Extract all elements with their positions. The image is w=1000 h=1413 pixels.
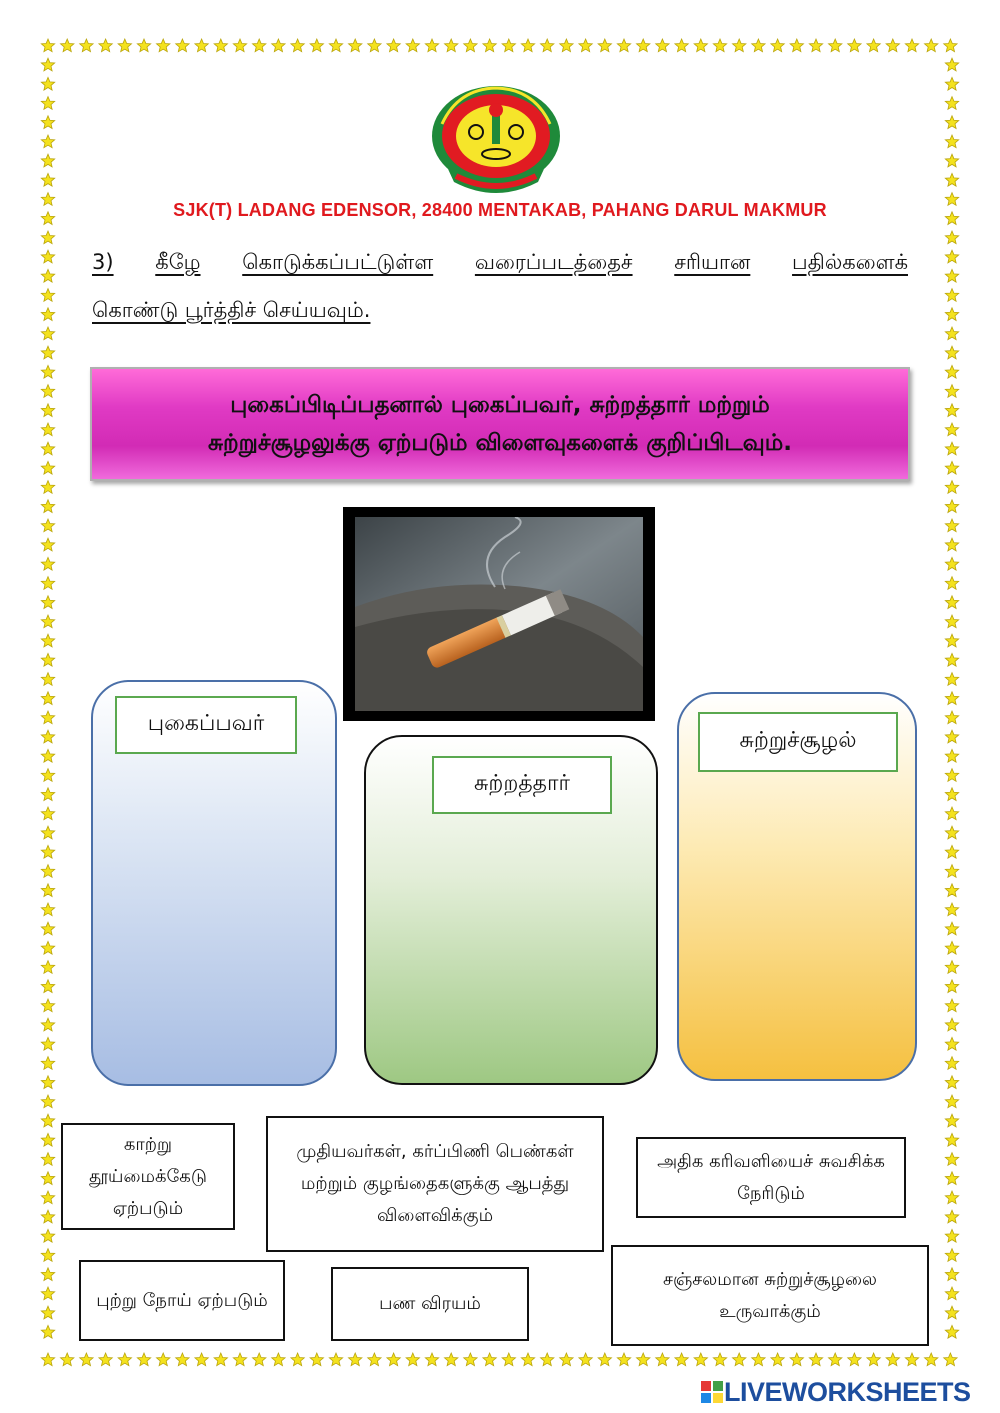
answer-card[interactable]: புற்று நோய் ஏற்படும் [79, 1260, 285, 1341]
border-star-icon [945, 826, 958, 839]
border-star-icon [41, 1287, 54, 1300]
border-star-icon [99, 1353, 112, 1366]
border-star-icon [41, 116, 54, 129]
border-star-icon [945, 58, 958, 71]
border-star-icon [502, 39, 515, 52]
border-star-icon [41, 77, 54, 90]
border-star-icon [41, 999, 54, 1012]
border-star-icon [41, 865, 54, 878]
border-star-icon [945, 173, 958, 186]
border-star-icon [41, 749, 54, 762]
border-star-icon [598, 1353, 611, 1366]
border-star-icon [675, 39, 688, 52]
border-star-icon [579, 39, 592, 52]
border-star-icon [560, 39, 573, 52]
border-star-icon [41, 442, 54, 455]
border-star-icon [99, 39, 112, 52]
border-star-icon [945, 615, 958, 628]
border-star-icon [945, 807, 958, 820]
border-star-icon [41, 884, 54, 897]
border-star-icon [61, 39, 74, 52]
border-star-icon [944, 39, 957, 52]
border-star-icon [41, 327, 54, 340]
border-star-icon [41, 231, 54, 244]
border-star-icon [905, 1353, 918, 1366]
border-star-icon [945, 365, 958, 378]
border-star-icon [733, 1353, 746, 1366]
border-star-icon [945, 154, 958, 167]
border-star-icon [41, 461, 54, 474]
border-star-icon [945, 461, 958, 474]
border-star-icon [713, 39, 726, 52]
border-star-icon [945, 903, 958, 916]
border-star-icon [464, 1353, 477, 1366]
border-star-icon [61, 1353, 74, 1366]
border-star-icon [41, 39, 54, 52]
border-star-icon [41, 1325, 54, 1338]
smoker-label: புகைப்பவர் [115, 696, 297, 754]
border-star-icon [41, 1057, 54, 1070]
border-star-icon [945, 1325, 958, 1338]
border-star-icon [41, 538, 54, 551]
instruction-word: கொடுக்கப்பட்டுள்ள [242, 250, 434, 274]
border-star-icon [41, 1268, 54, 1281]
border-star-icon [41, 385, 54, 398]
border-star-icon [945, 1114, 958, 1127]
task-banner [90, 367, 910, 481]
border-star-icon [41, 807, 54, 820]
border-star-icon [41, 711, 54, 724]
answer-card[interactable]: சஞ்சலமான சுற்றுச்சூழலை உருவாக்கும் [611, 1245, 929, 1346]
border-star-icon [41, 615, 54, 628]
border-star-icon [157, 1353, 170, 1366]
border-star-icon [253, 39, 266, 52]
border-star-icon [41, 980, 54, 993]
border-star-icon [425, 39, 438, 52]
border-star-icon [41, 404, 54, 417]
border-star-icon [41, 1249, 54, 1262]
border-star-icon [41, 1210, 54, 1223]
border-star-icon [694, 39, 707, 52]
border-star-icon [945, 1306, 958, 1319]
border-star-icon [809, 1353, 822, 1366]
border-star-icon [945, 135, 958, 148]
border-star-icon [41, 269, 54, 282]
border-star-icon [41, 961, 54, 974]
border-star-icon [349, 1353, 362, 1366]
border-star-icon [387, 1353, 400, 1366]
border-star-icon [195, 1353, 208, 1366]
border-star-icon [945, 961, 958, 974]
border-star-icon [41, 577, 54, 590]
border-star-icon [541, 1353, 554, 1366]
border-star-icon [387, 39, 400, 52]
border-star-icon [945, 538, 958, 551]
border-star-icon [945, 1095, 958, 1108]
answer-card[interactable]: காற்று தூய்மைக்கேடு ஏற்படும் [61, 1123, 235, 1230]
border-star-icon [867, 39, 880, 52]
border-star-icon [945, 673, 958, 686]
border-star-icon [656, 1353, 669, 1366]
border-star-icon [713, 1353, 726, 1366]
border-star-icon [195, 39, 208, 52]
border-star-icon [945, 749, 958, 762]
border-star-icon [233, 39, 246, 52]
others-label: சுற்றத்தார் [432, 756, 612, 814]
border-star-icon [945, 1057, 958, 1070]
border-star-icon [945, 500, 958, 513]
border-star-icon [790, 39, 803, 52]
border-star-icon [945, 1076, 958, 1089]
border-star-icon [945, 116, 958, 129]
border-star-icon [790, 1353, 803, 1366]
border-star-icon [945, 289, 958, 302]
border-star-icon [118, 39, 131, 52]
border-star-icon [694, 1353, 707, 1366]
border-star-icon [945, 231, 958, 244]
school-header: SJK(T) LADANG EDENSOR, 28400 MENTAKAB, PAHANG DARUL MAKMUR [173, 200, 827, 220]
banner-line-1: புகைப்பிடிப்பதனால் புகைப்பவர், சுற்றத்தார் மற்றும் [230, 392, 770, 418]
border-star-icon [41, 1172, 54, 1185]
border-star-icon [771, 39, 784, 52]
border-star-icon [637, 39, 650, 52]
border-star-icon [809, 39, 822, 52]
border-star-icon [41, 1095, 54, 1108]
instruction-word: பதில்களைக் [792, 250, 908, 274]
border-star-icon [291, 1353, 304, 1366]
border-star-icon [406, 1353, 419, 1366]
border-star-icon [945, 634, 958, 647]
border-star-icon [502, 1353, 515, 1366]
border-star-icon [945, 1133, 958, 1146]
border-star-icon [829, 1353, 842, 1366]
border-star-icon [945, 481, 958, 494]
border-star-icon [867, 1353, 880, 1366]
border-star-icon [41, 1191, 54, 1204]
border-star-icon [945, 1037, 958, 1050]
border-star-icon [406, 39, 419, 52]
border-star-icon [945, 1153, 958, 1166]
border-star-icon [41, 365, 54, 378]
border-star-icon [945, 1229, 958, 1242]
border-star-icon [945, 327, 958, 340]
border-star-icon [945, 385, 958, 398]
border-star-icon [41, 557, 54, 570]
border-star-icon [752, 39, 765, 52]
border-star-icon [945, 77, 958, 90]
border-star-icon [137, 1353, 150, 1366]
border-star-icon [483, 39, 496, 52]
answer-card[interactable]: அதிக கரிவளியைச் சுவசிக்க நேரிடும் [636, 1137, 906, 1218]
border-star-icon [41, 1076, 54, 1089]
border-star-icon [945, 1249, 958, 1262]
border-star-icon [41, 673, 54, 686]
border-star-icon [41, 769, 54, 782]
border-star-icon [368, 1353, 381, 1366]
border-star-icon [329, 1353, 342, 1366]
border-star-icon [310, 1353, 323, 1366]
border-star-icon [945, 193, 958, 206]
border-star-icon [945, 212, 958, 225]
border-star-icon [945, 730, 958, 743]
liveworksheets-logo [700, 1374, 996, 1410]
border-star-icon [80, 39, 93, 52]
border-star-icon [214, 1353, 227, 1366]
border-star-icon [521, 39, 534, 52]
border-star-icon [41, 653, 54, 666]
border-star-icon [945, 250, 958, 263]
border-star-icon [521, 1353, 534, 1366]
border-star-icon [310, 39, 323, 52]
border-star-icon [905, 39, 918, 52]
border-star-icon [925, 1353, 938, 1366]
border-star-icon [41, 1018, 54, 1031]
border-star-icon [945, 653, 958, 666]
border-star-icon [41, 730, 54, 743]
border-star-icon [445, 1353, 458, 1366]
border-star-icon [637, 1353, 650, 1366]
border-star-icon [41, 135, 54, 148]
border-star-icon [41, 173, 54, 186]
brand-name: LIVEWORKSHEETS [724, 1376, 971, 1407]
border-star-icon [41, 845, 54, 858]
border-star-icon [41, 1133, 54, 1146]
border-star-icon [560, 1353, 573, 1366]
border-star-icon [425, 1353, 438, 1366]
border-star-icon [157, 39, 170, 52]
border-star-icon [945, 577, 958, 590]
border-star-icon [945, 1210, 958, 1223]
border-star-icon [464, 39, 477, 52]
border-star-icon [41, 481, 54, 494]
border-star-icon [41, 596, 54, 609]
border-star-icon [41, 1114, 54, 1127]
border-star-icon [945, 845, 958, 858]
border-star-icon [41, 212, 54, 225]
border-star-icon [445, 39, 458, 52]
border-star-icon [945, 1191, 958, 1204]
border-star-icon [945, 269, 958, 282]
border-star-icon [41, 1306, 54, 1319]
border-star-icon [945, 1172, 958, 1185]
answer-card[interactable]: முதியவர்கள், கர்ப்பிணி பெண்கள் மற்றும் குழங்தைகளுக்கு ஆபத்து விளைவிக்கும் [266, 1116, 604, 1252]
border-star-icon [945, 1018, 958, 1031]
border-star-icon [945, 1268, 958, 1281]
border-star-icon [137, 39, 150, 52]
border-star-icon [886, 1353, 899, 1366]
border-star-icon [945, 557, 958, 570]
border-star-icon [41, 58, 54, 71]
border-star-icon [945, 788, 958, 801]
school-logo [428, 84, 564, 196]
border-star-icon [925, 39, 938, 52]
border-star-icon [41, 1037, 54, 1050]
instruction-word: சரியான [674, 250, 751, 274]
border-star-icon [733, 39, 746, 52]
border-star-icon [253, 1353, 266, 1366]
border-star-icon [41, 826, 54, 839]
border-star-icon [541, 39, 554, 52]
border-star-icon [349, 39, 362, 52]
border-star-icon [41, 519, 54, 532]
border-star-icon [945, 1287, 958, 1300]
banner-line-2: சுற்றுச்சூழலுக்கு ஏற்படும் விளைவுகளைக் குறிப்பிடவும். [208, 430, 792, 456]
border-star-icon [41, 423, 54, 436]
border-star-icon [41, 692, 54, 705]
border-star-icon [945, 980, 958, 993]
instruction-word: கீழே [155, 250, 201, 274]
border-star-icon [944, 1353, 957, 1366]
border-star-icon [945, 884, 958, 897]
border-star-icon [945, 692, 958, 705]
border-star-icon [945, 941, 958, 954]
border-star-icon [80, 1353, 93, 1366]
border-star-icon [579, 1353, 592, 1366]
border-star-icon [675, 1353, 688, 1366]
border-star-icon [617, 39, 630, 52]
border-star-icon [41, 1353, 54, 1366]
border-star-icon [945, 865, 958, 878]
border-star-icon [829, 39, 842, 52]
border-star-icon [214, 39, 227, 52]
border-star-icon [771, 1353, 784, 1366]
instruction-word: வரைப்படத்தைச் [474, 250, 633, 274]
border-star-icon [945, 442, 958, 455]
border-star-icon [848, 39, 861, 52]
border-star-icon [41, 903, 54, 916]
liveworksheets-icon [700, 1380, 724, 1404]
border-star-icon [41, 922, 54, 935]
instruction-line-2: கொண்டு பூர்த்திச் செய்யவும். [92, 298, 371, 322]
answer-card[interactable]: பண விரயம் [331, 1267, 529, 1341]
border-star-icon [945, 308, 958, 321]
border-star-icon [368, 39, 381, 52]
border-star-icon [329, 39, 342, 52]
border-star-icon [945, 596, 958, 609]
border-star-icon [598, 39, 611, 52]
border-star-icon [41, 1153, 54, 1166]
cigarette-photo [343, 507, 655, 721]
border-star-icon [656, 39, 669, 52]
border-star-icon [41, 250, 54, 263]
border-star-icon [752, 1353, 765, 1366]
border-star-icon [945, 769, 958, 782]
border-star-icon [41, 500, 54, 513]
border-star-icon [41, 193, 54, 206]
border-star-icon [945, 423, 958, 436]
border-star-icon [41, 346, 54, 359]
border-star-icon [945, 97, 958, 110]
border-star-icon [41, 941, 54, 954]
border-star-icon [176, 1353, 189, 1366]
border-star-icon [945, 922, 958, 935]
border-star-icon [945, 519, 958, 532]
instruction-word: 3) [92, 250, 114, 274]
border-star-icon [945, 999, 958, 1012]
border-star-icon [233, 1353, 246, 1366]
border-star-icon [41, 289, 54, 302]
instruction-line-1 [92, 250, 908, 277]
border-star-icon [272, 39, 285, 52]
border-star-icon [41, 154, 54, 167]
border-star-icon [945, 711, 958, 724]
border-star-icon [41, 308, 54, 321]
border-star-icon [886, 39, 899, 52]
border-star-icon [41, 1229, 54, 1242]
border-star-icon [291, 39, 304, 52]
border-star-icon [848, 1353, 861, 1366]
border-star-icon [945, 404, 958, 417]
environment-label: சுற்றுச்சூழல் [698, 712, 898, 772]
border-star-icon [483, 1353, 496, 1366]
border-star-icon [272, 1353, 285, 1366]
border-star-icon [617, 1353, 630, 1366]
border-star-icon [176, 39, 189, 52]
border-star-icon [945, 346, 958, 359]
border-star-icon [41, 788, 54, 801]
border-star-icon [118, 1353, 131, 1366]
border-star-icon [41, 634, 54, 647]
border-star-icon [41, 97, 54, 110]
